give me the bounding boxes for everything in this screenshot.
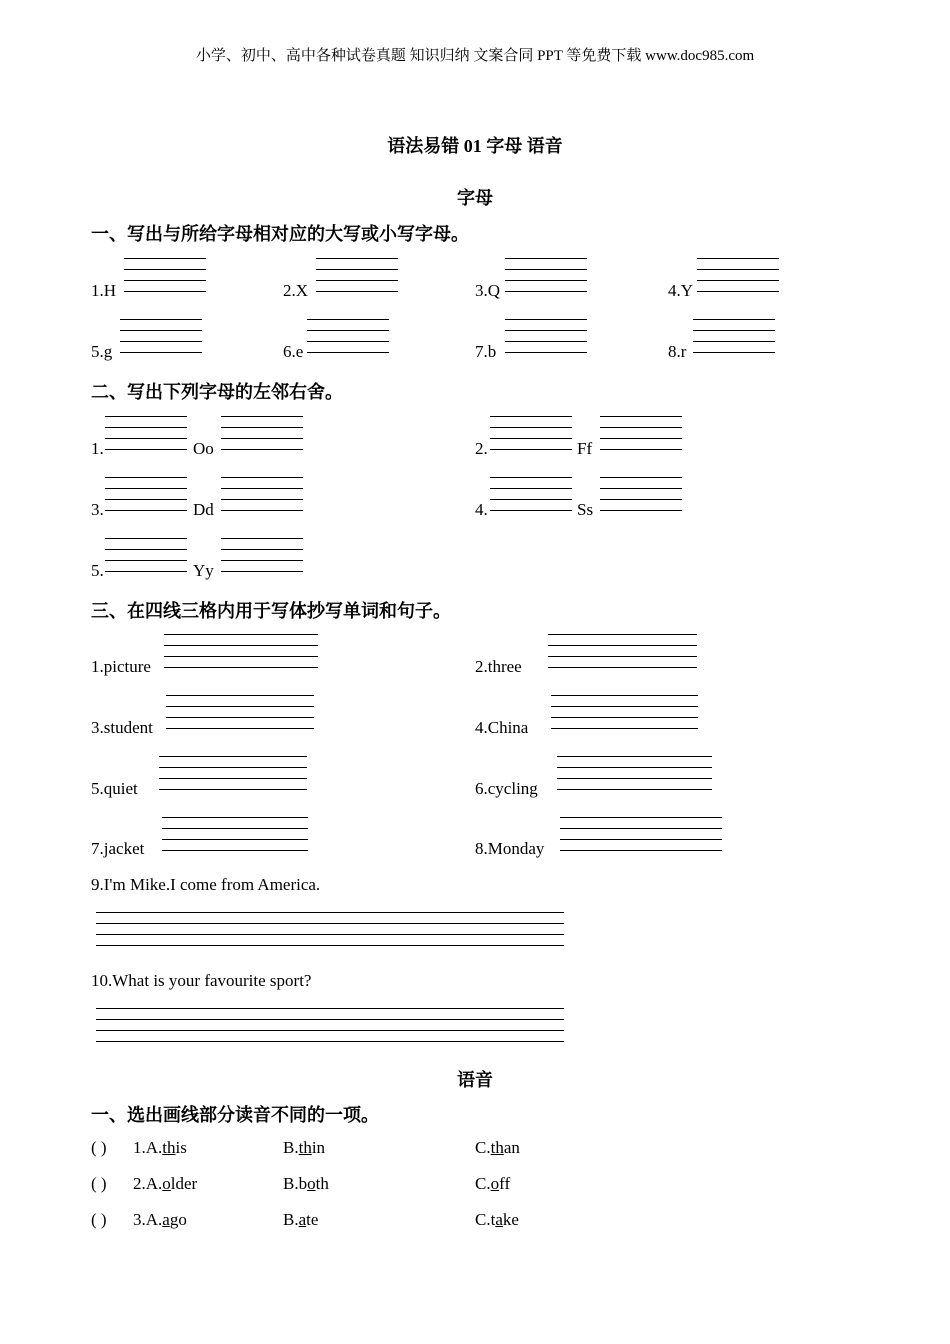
answer-paren[interactable]: ( ) [91, 1138, 107, 1157]
letter-item-label: 7.b [475, 342, 497, 361]
section-phonics-title: 语音 [457, 1070, 493, 1090]
writing-grid[interactable] [560, 817, 722, 851]
writing-grid[interactable] [164, 634, 318, 668]
writing-grid[interactable] [557, 756, 712, 790]
choice-prefix: C. [475, 1174, 491, 1193]
underlined-part: a [162, 1210, 170, 1229]
writing-grid[interactable] [505, 319, 587, 353]
letter-item-label: 8.r [668, 342, 687, 361]
writing-grid[interactable] [96, 912, 564, 946]
writing-grid[interactable] [600, 477, 682, 511]
answer-paren[interactable]: ( ) [91, 1174, 107, 1193]
letter-item-label: 2.X [283, 281, 309, 300]
writing-grid[interactable] [551, 695, 698, 729]
writing-grid[interactable] [166, 695, 314, 729]
word-item-label: 3.student [91, 718, 153, 737]
word-part: ke [502, 1210, 519, 1229]
word-item-label: 5.quiet [91, 779, 138, 798]
writing-grid[interactable] [221, 416, 303, 450]
writing-grid[interactable] [505, 258, 587, 292]
writing-grid[interactable] [221, 538, 303, 572]
choice-prefix: B. [283, 1210, 299, 1229]
choice-prefix: A. [145, 1210, 163, 1229]
word-part: t [490, 1210, 496, 1229]
choice-c [475, 1210, 519, 1230]
word-part: te [306, 1210, 319, 1229]
underlined-part: o [307, 1174, 316, 1193]
section-letters-title: 字母 [457, 188, 493, 208]
choice-prefix: B. [283, 1138, 299, 1157]
word-item-label: 1.picture [91, 657, 151, 676]
choice-prefix: C. [475, 1138, 491, 1157]
writing-grid[interactable] [307, 319, 389, 353]
underlined-part: th [162, 1138, 176, 1157]
page-title: 语法易错 01 字母 语音 [387, 136, 563, 156]
neighbor-item-number: 3. [91, 500, 104, 519]
underlined-part: th [298, 1138, 312, 1157]
underlined-part: o [490, 1174, 500, 1193]
writing-grid[interactable] [105, 538, 187, 572]
underlined-part: o [162, 1174, 171, 1193]
neighbor-item-number: 5. [91, 561, 104, 580]
writing-grid[interactable] [159, 756, 307, 790]
section-3-heading: 三、在四线三格内用于写体抄写单词和句子。 [91, 601, 451, 621]
letter-item-label: 1.H [91, 281, 117, 300]
choice-c [475, 1174, 510, 1194]
answer-paren[interactable]: ( ) [91, 1210, 107, 1229]
writing-grid[interactable] [490, 416, 572, 450]
underlined-part: a [495, 1210, 503, 1229]
underlined-part: th [490, 1138, 504, 1157]
sentence-item-label: 10.What is your favourite sport? [91, 971, 312, 990]
letter-item-label: 6.e [283, 342, 304, 361]
word-part: b [298, 1174, 308, 1193]
writing-grid[interactable] [120, 319, 202, 353]
word-part: is [175, 1138, 187, 1157]
writing-grid[interactable] [600, 416, 682, 450]
writing-grid[interactable] [693, 319, 775, 353]
choice-b [283, 1210, 318, 1230]
word-item-label: 8.Monday [475, 839, 545, 858]
word-part: go [169, 1210, 187, 1229]
phonics-section-1-heading: 一、选出画线部分读音不同的一项。 [91, 1105, 379, 1125]
question-number: 3. [133, 1210, 146, 1229]
page-header: 小学、初中、高中各种试卷真题 知识归纳 文案合同 PPT 等免费下载 www.doc985.com [195, 48, 755, 64]
writing-grid[interactable] [105, 416, 187, 450]
writing-grid[interactable] [316, 258, 398, 292]
writing-grid[interactable] [96, 1008, 564, 1042]
section-1-heading: 一、写出与所给字母相对应的大写或小写字母。 [91, 224, 469, 244]
writing-grid[interactable] [490, 477, 572, 511]
word-item-label: 7.jacket [91, 839, 145, 858]
choice-b [283, 1138, 325, 1158]
choice-prefix: C. [475, 1210, 491, 1229]
neighbor-item-letter: Yy [193, 561, 214, 580]
neighbor-item-letter: Dd [193, 500, 214, 519]
choice-prefix: B. [283, 1174, 299, 1193]
word-item-label: 4.China [475, 718, 529, 737]
word-part: lder [170, 1174, 198, 1193]
neighbor-item-number: 1. [91, 439, 104, 458]
neighbor-item-number: 2. [475, 439, 488, 458]
writing-grid[interactable] [162, 817, 308, 851]
writing-grid[interactable] [548, 634, 697, 668]
letter-item-label: 4.Y [668, 281, 694, 300]
choice-prefix: A. [145, 1174, 163, 1193]
word-item-label: 6.cycling [475, 779, 538, 798]
choice-a [133, 1174, 197, 1194]
word-part: an [503, 1138, 520, 1157]
question-number: 1. [133, 1138, 146, 1157]
word-part: ff [499, 1174, 511, 1193]
writing-grid[interactable] [221, 477, 303, 511]
question-number: 2. [133, 1174, 146, 1193]
writing-grid[interactable] [124, 258, 206, 292]
neighbor-item-number: 4. [475, 500, 488, 519]
choice-a [133, 1210, 187, 1230]
sentence-item-label: 9.I'm Mike.I come from America. [91, 875, 321, 894]
section-2-heading: 二、写出下列字母的左邻右舍。 [91, 382, 343, 402]
underlined-part: a [298, 1210, 307, 1229]
choice-a [133, 1138, 187, 1158]
word-item-label: 2.three [475, 657, 522, 676]
neighbor-item-letter: Ss [577, 500, 594, 519]
letter-item-label: 3.Q [475, 281, 501, 300]
writing-grid[interactable] [105, 477, 187, 511]
letter-item-label: 5.g [91, 342, 113, 361]
neighbor-item-letter: Ff [577, 439, 593, 458]
choice-prefix: A. [145, 1138, 163, 1157]
word-part: in [311, 1138, 326, 1157]
neighbor-item-letter: Oo [193, 439, 214, 458]
choice-b [283, 1174, 329, 1194]
choice-c [475, 1138, 520, 1158]
writing-grid[interactable] [697, 258, 779, 292]
word-part: th [315, 1174, 329, 1193]
